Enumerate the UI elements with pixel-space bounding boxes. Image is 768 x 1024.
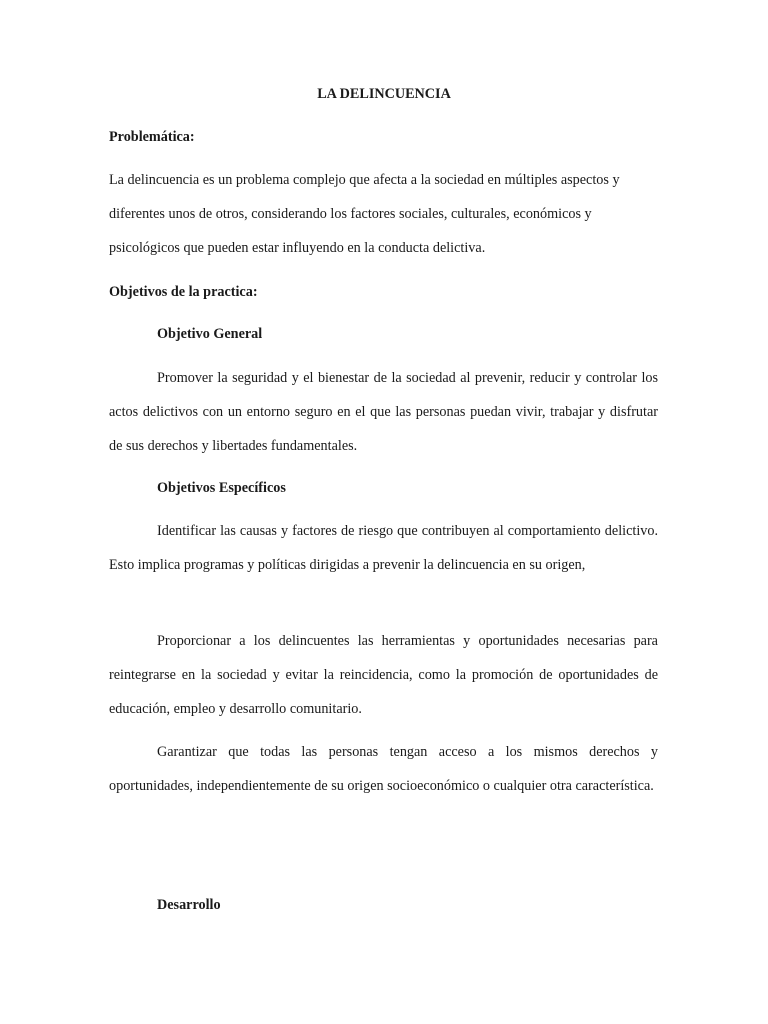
- objetivos-heading: Objetivos de la practica:: [109, 284, 258, 300]
- objetivo-general-heading: Objetivo General: [157, 326, 263, 342]
- objetivo-general-paragraph: Promover la seguridad y el bienestar de la sociedad al prevenir, reducir y controlar los actos delictivos con un entorno seguro en el que las personas puedan vivir, trabajar y disfrutar de sus derechos y libertades fundamentales.: [109, 370, 658, 454]
- especifico-paragraph-1: Identificar las causas y factores de riesgo que contribuyen al comportamiento delictivo. Esto implica programas y políticas dirigidas a prevenir la delincuencia en su origen,: [109, 523, 658, 573]
- especifico-paragraph-3: Garantizar que todas las personas tengan acceso a los mismos derechos y oportunidades, independientemente de su origen socioeconómico o cualquier otra característica.: [109, 744, 658, 794]
- problematica-paragraph: La delincuencia es un problema complejo que afecta a la sociedad en múltiples aspectos y diferentes unos de otros, considerando los factores sociales, culturales, económicos y psicológicos que pueden estar influyendo en la conducta delictiva.: [109, 172, 620, 256]
- desarrollo-heading: Desarrollo: [157, 897, 221, 913]
- problematica-heading: Problemática:: [109, 129, 195, 145]
- especifico-paragraph-2: Proporcionar a los delincuentes las herramientas y oportunidades necesarias para reintegrarse en la sociedad y evitar la reincidencia, como la promoción de oportunidades de educación, empleo y desarrollo comunitario.: [109, 633, 658, 717]
- objetivos-especificos-heading: Objetivos Específicos: [157, 480, 286, 496]
- document-title: LA DELINCUENCIA: [317, 86, 451, 102]
